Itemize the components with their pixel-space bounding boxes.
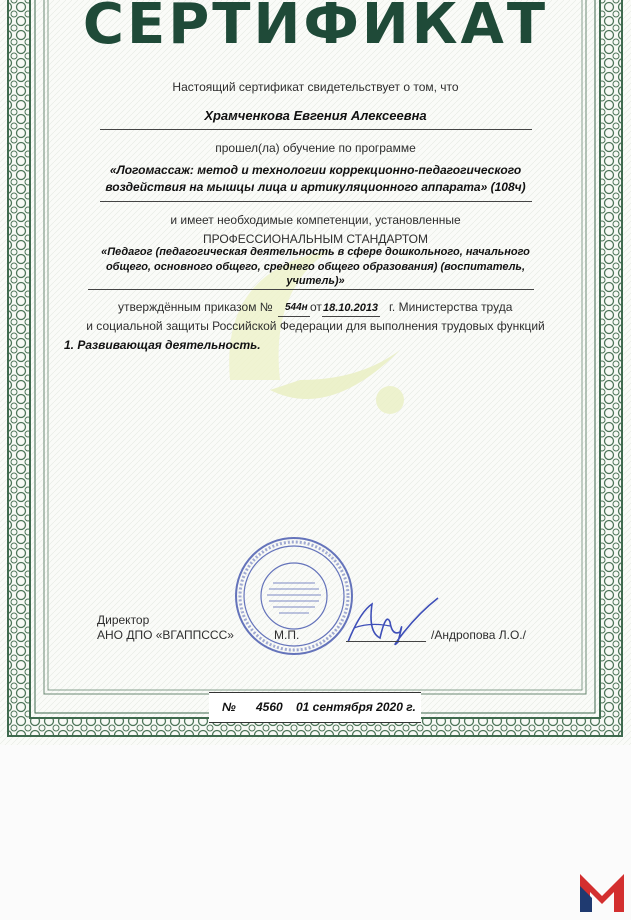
ministry-text: и социальной защиты Российской Федерации для выполнения трудовых функций bbox=[86, 319, 545, 333]
director-name: /Андропова Л.О./ bbox=[431, 628, 526, 642]
seal-label: М.П. bbox=[274, 628, 300, 642]
name-underline bbox=[100, 129, 532, 130]
standard-line3: учитель)» bbox=[286, 275, 345, 287]
certificate-title: СЕРТИФИКАТ bbox=[82, 0, 549, 57]
standard-label: ПРОФЕССИОНАЛЬНЫМ СТАНДАРТОМ bbox=[202, 232, 428, 246]
function-item: 1. Развивающая деятельность. bbox=[64, 338, 261, 352]
order-date: 18.10.2013 bbox=[323, 302, 379, 314]
signature-line bbox=[346, 641, 426, 642]
order-number-underline bbox=[278, 316, 310, 317]
program-title-line1: «Логомассаж: метод и технологии коррекционно-педагогического bbox=[109, 163, 522, 177]
director-org: АНО ДПО «ВГАППССС» bbox=[97, 628, 234, 642]
standard-underline bbox=[88, 289, 534, 290]
director-signature bbox=[340, 592, 450, 652]
cert-number: 4560 bbox=[256, 700, 283, 714]
order-prefix: утверждённым приказом № bbox=[118, 300, 273, 314]
standard-line2: общего, основного общего, среднего общего образования) (воспитатель, bbox=[105, 261, 526, 273]
program-title-line2: воздействия на мышцы лица и артикуляционного аппарата» (108ч) bbox=[105, 180, 526, 194]
brand-logo-icon bbox=[578, 872, 626, 912]
order-number: 544н bbox=[285, 302, 308, 313]
standard-line1: «Педагог (педагогическая деятельность в сфере дошкольного, начального bbox=[101, 246, 530, 258]
order-suffix: г. Министерства труда bbox=[389, 300, 513, 314]
recipient-name: Храмченкова Евгения Алексеевна bbox=[204, 108, 427, 123]
cert-date: 01 сентября 2020 г. bbox=[296, 700, 416, 714]
cert-number-label: № bbox=[222, 700, 236, 714]
order-from: от bbox=[310, 300, 322, 314]
intro-text: Настоящий сертификат свидетельствует о том, что bbox=[172, 80, 459, 94]
competence-text: и имеет необходимые компетенции, установленные bbox=[170, 213, 461, 227]
program-underline bbox=[100, 201, 532, 202]
program-intro: прошел(ла) обучение по программе bbox=[215, 141, 416, 155]
order-date-underline bbox=[322, 316, 380, 317]
director-title: Директор bbox=[97, 613, 150, 627]
